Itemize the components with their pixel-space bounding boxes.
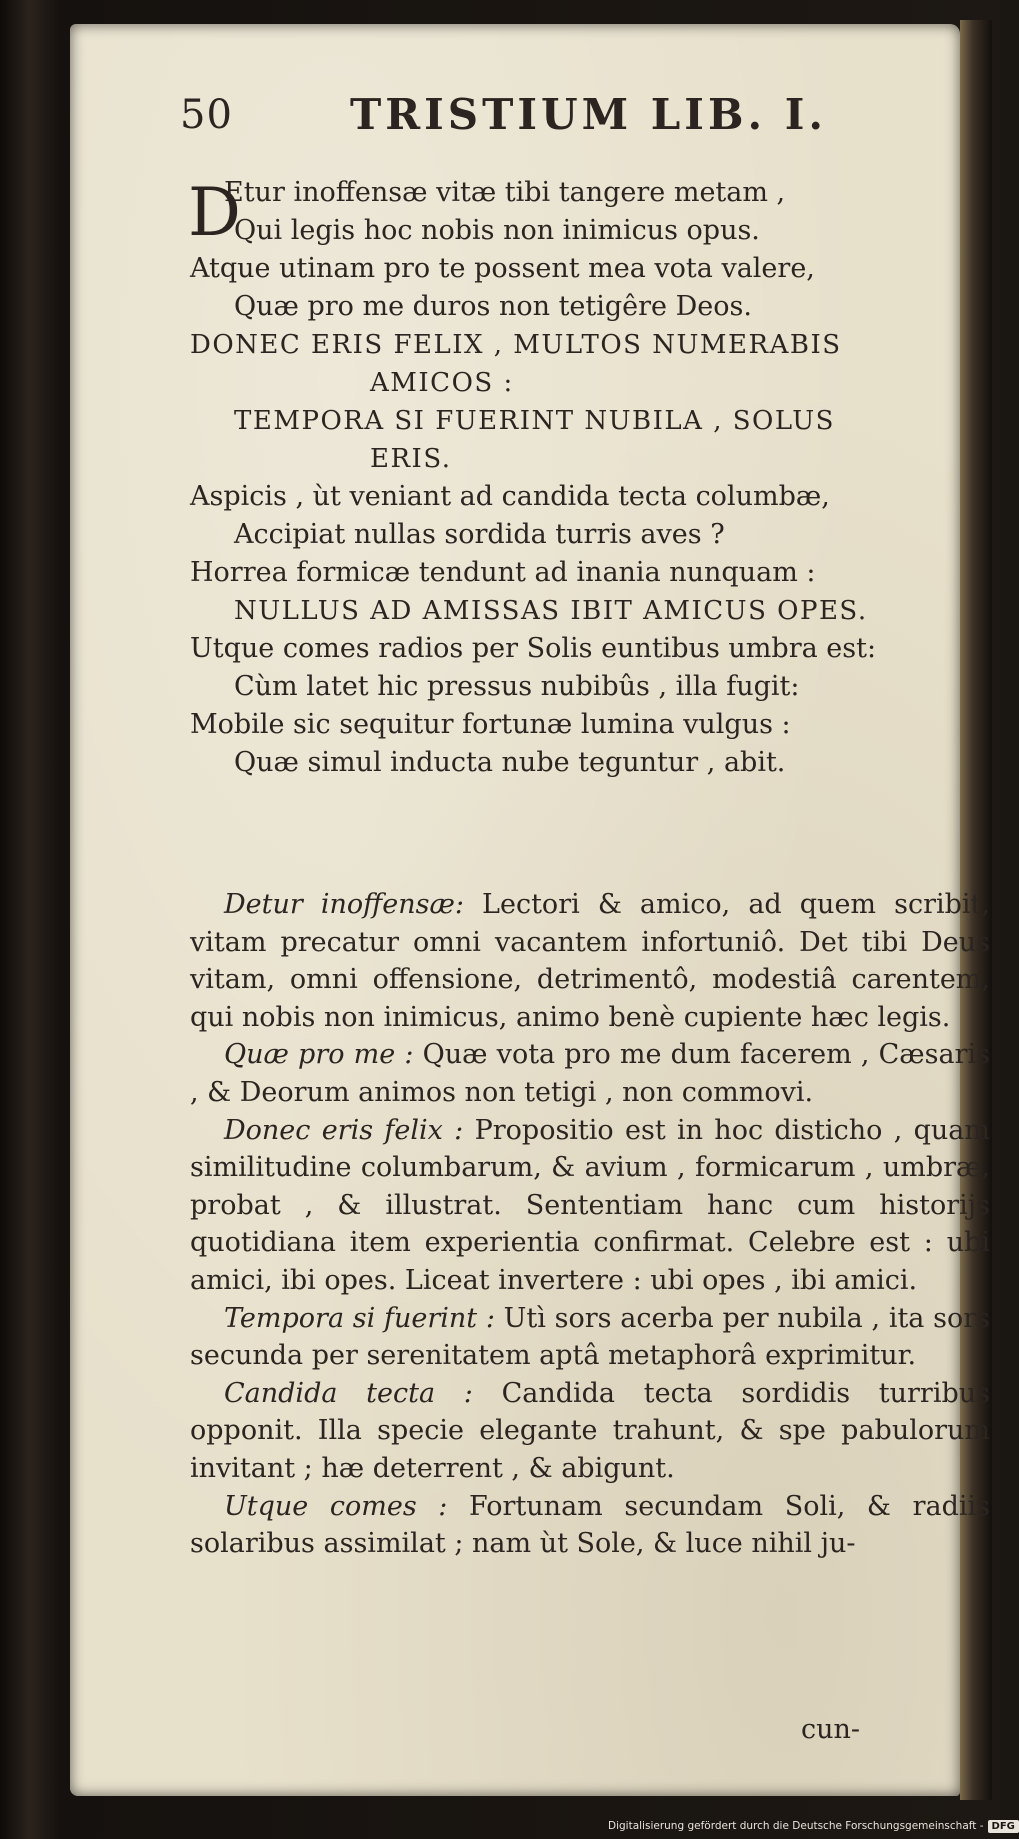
- note-lemma: Candida tecta :: [224, 1377, 473, 1409]
- verse-line: AMICOS :: [370, 368, 514, 398]
- book-page: [70, 24, 990, 1796]
- verse-line: ERIS.: [370, 444, 452, 474]
- note-lemma: Utque comes :: [224, 1490, 448, 1522]
- verse-line: Horrea formicæ tendunt ad inania nunquam :: [190, 557, 816, 588]
- verse-line: Qui legis hoc nobis non inimicus opus.: [234, 215, 760, 246]
- note-text: Fortunam secundam Soli, & radiis solaribus assimilat ; nam ùt Sole, & luce nihil ju-: [190, 1490, 990, 1560]
- verse-line: Cùm latet hic pressus nubibûs , illa fugit:: [234, 671, 800, 702]
- running-title: TRISTIUM LIB. I.: [350, 90, 827, 139]
- commentary-note: [190, 886, 990, 1036]
- digitization-credit: [608, 1820, 1019, 1833]
- commentary-note: [190, 1300, 990, 1375]
- verse-line: NULLUS AD AMISSAS IBIT AMICUS OPES.: [234, 596, 868, 626]
- verse-line: Mobile sic sequitur fortunæ lumina vulgus :: [190, 709, 791, 740]
- verse-block: [190, 174, 990, 782]
- verse-line: Aspicis , ùt veniant ad candida tecta columbæ,: [190, 481, 830, 512]
- note-lemma: Donec eris felix :: [224, 1114, 464, 1146]
- verse-line: DONEC ERIS FELIX , MULTOS NUMERABIS: [190, 330, 842, 360]
- note-text: Candida tecta sordidis turribus opponit. Illa specie elegante trahunt, & spe pabulorum invitant ; hæ deterrent , & abigunt.: [190, 1377, 990, 1484]
- note-text: Quæ vota pro me dum facerem , Cæsaris , & Deorum animos non tetigi , non commovi.: [190, 1039, 990, 1108]
- page-number: 50: [180, 92, 233, 138]
- note-text: Propositio est in hoc disticho , quam similitudine columbarum, & avium , formicarum , umbræ, probat , & illustrat. Sententiam hanc cum historijs quotidiana item experientia confirmat. Celebre est : ubi amici, ibi opes. Liceat invertere : ubi opes , ibi amici.: [190, 1114, 990, 1296]
- note-lemma: Quæ pro me :: [224, 1039, 414, 1071]
- note-text: Utì sors acerba per nubila , ita sors secunda per serenitatem aptâ metaphorâ exprimitur.: [190, 1302, 990, 1372]
- verse-line: Atque utinam pro te possent mea vota valere,: [190, 253, 815, 284]
- commentary-note: [190, 1488, 990, 1563]
- verse-line: Etur inoffensæ vitæ tibi tangere metam ,: [224, 177, 786, 208]
- page-header: [180, 82, 880, 152]
- dfg-logo: DFG: [988, 1820, 1019, 1833]
- verse-line: Accipiat nullas sordida turris aves ?: [234, 519, 725, 550]
- note-lemma: Detur inoffensæ:: [224, 889, 464, 920]
- verse-line: Quæ simul inducta nube teguntur , abit.: [234, 747, 786, 778]
- note-text: Lectori & amico, ad quem scribit, vitam precatur omni vacantem infortuniô. Det tibi Deus vitam, omni offensione, detrimentô, modestiâ carentem, qui nobis non inimicus, animo benè cupiente hæc legis.: [190, 889, 990, 1033]
- verse-line: Quæ pro me duros non tetigêre Deos.: [234, 291, 752, 322]
- commentary-note: [190, 1112, 990, 1300]
- verse-line: TEMPORA SI FUERINT NUBILA , SOLUS: [234, 406, 835, 436]
- credit-text: Digitalisierung gefördert durch die Deutsche Forschungsgemeinschaft -: [608, 1820, 984, 1832]
- drop-cap: D: [188, 174, 241, 251]
- commentary-note: [190, 1036, 990, 1111]
- commentary-note: [190, 1375, 990, 1488]
- note-lemma: Tempora si fuerint :: [224, 1302, 495, 1334]
- commentary-block: [190, 886, 990, 1563]
- catchword: cun-: [800, 1714, 860, 1745]
- verse-line: Utque comes radios per Solis euntibus umbra est:: [190, 633, 877, 664]
